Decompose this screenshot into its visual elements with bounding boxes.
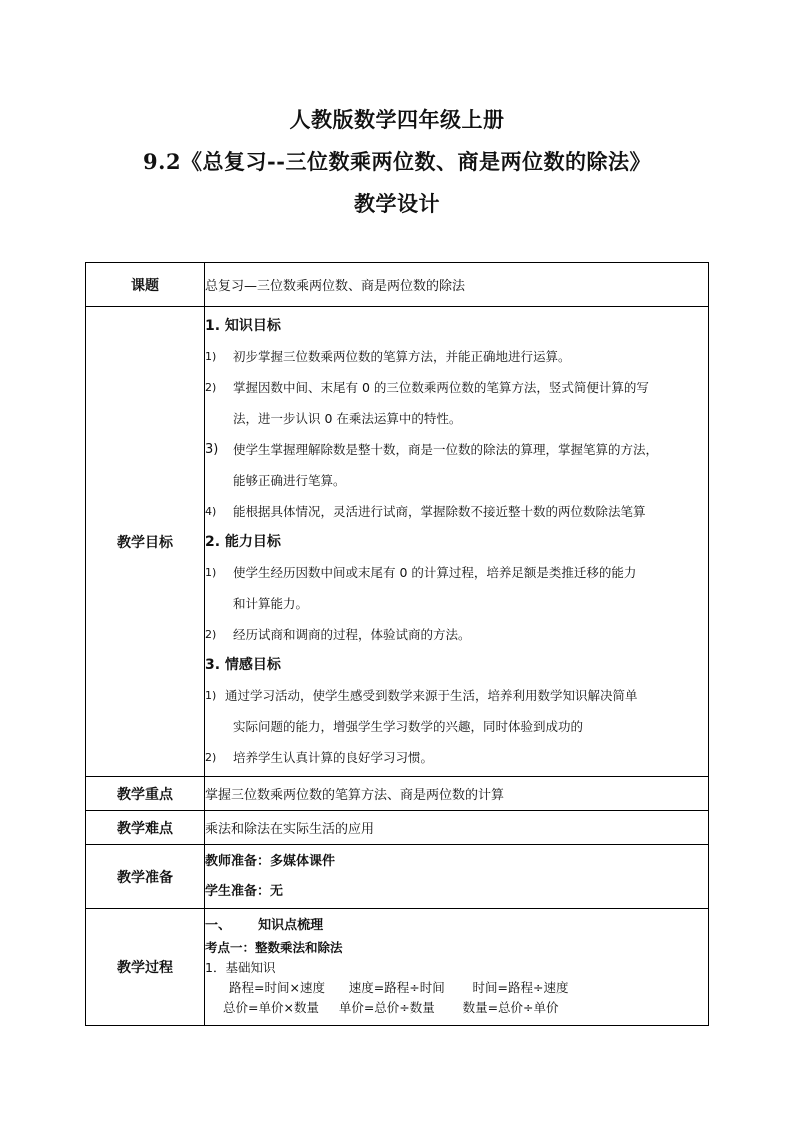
process-point-heading: 考点一：整数乘法和除法 <box>205 940 343 955</box>
emotion-heading: 3. 情感目标 <box>205 656 281 673</box>
item-text-continued: 法，进一步认识 0 在乘法运算中的特性。 <box>233 410 462 426</box>
preparation-content <box>205 845 709 909</box>
item-text-continued: 能够正确进行笔算。 <box>233 472 346 488</box>
topic-row <box>86 263 709 307</box>
key-point-row <box>86 777 709 811</box>
item-number: 1) <box>205 349 217 363</box>
goals-content <box>205 307 709 777</box>
formula-line-2: 总价=单价×数量 单价=总价÷数量 数量=总价÷单价 <box>223 1000 559 1015</box>
knowledge-item-1 <box>205 341 708 372</box>
goals-row <box>86 307 709 777</box>
knowledge-heading: 1. 知识目标 <box>205 317 281 334</box>
item-number: 1) <box>205 688 217 702</box>
item-text: 初步掌握三位数乘两位数的笔算方法，并能正确地进行运算。 <box>233 348 571 364</box>
ability-item-2 <box>205 619 708 650</box>
item-text: 使学生经历因数中间或末尾有 0 的计算过程，培养足额是类推迁移的能力 <box>233 564 637 580</box>
item-text: 经历试商和调商的过程，体验试商的方法。 <box>233 626 471 642</box>
formula-line-1: 路程=时间×速度 速度=路程÷时间 时间=路程÷速度 <box>229 980 569 995</box>
document-subtitle: 9.2《总复习--三位数乘两位数、商是两位数的除法》 <box>143 149 651 174</box>
emotion-item-2 <box>205 742 708 773</box>
item-number: 2) <box>205 750 217 764</box>
student-preparation: 学生准备：无 <box>205 883 284 899</box>
knowledge-item-3 <box>205 434 708 496</box>
ability-heading: 2. 能力目标 <box>205 533 281 550</box>
document-title: 人教版数学四年级上册 <box>289 107 505 132</box>
item-text: 掌握因数中间、末尾有 0 的三位数乘两位数的笔算方法，竖式简便计算的写 <box>233 379 649 395</box>
process-content <box>205 909 709 1026</box>
teacher-preparation: 教师准备：多媒体课件 <box>205 853 336 869</box>
item-number: 1) <box>205 565 217 579</box>
topic-value: 总复习—三位数乘两位数、商是两位数的除法 <box>205 263 709 307</box>
item-text-continued: 和计算能力。 <box>233 595 309 611</box>
item-text: 使学生掌握理解除数是整十数，商是一位数的除法的算理，掌握笔算的方法， <box>233 441 659 457</box>
item-text: 培养学生认真计算的良好学习习惯。 <box>233 749 434 765</box>
lesson-plan-table <box>85 262 709 1026</box>
process-row <box>86 909 709 1026</box>
difficulty-row <box>86 811 709 845</box>
preparation-row <box>86 845 709 909</box>
process-section-heading: 一、 知识点梳理 <box>205 918 324 933</box>
item-number: 2) <box>205 380 217 394</box>
emotion-item-1 <box>205 680 708 742</box>
item-text: 通过学习活动，使学生感受到数学来源于生活，培养利用数学知识解决简单 <box>225 687 638 703</box>
knowledge-item-2 <box>205 372 708 434</box>
key-point-value: 掌握三位数乘两位数的笔算方法、商是两位数的计算 <box>205 777 709 811</box>
goals-label: 教学目标 <box>86 307 205 777</box>
ability-item-1 <box>205 557 708 619</box>
process-subheading: 1．基础知识 <box>205 960 276 975</box>
item-text: 能根据具体情况，灵活进行试商，掌握除数不接近整十数的两位数除法笔算 <box>233 503 646 519</box>
difficulty-value: 乘法和除法在实际生活的应用 <box>205 811 709 845</box>
item-number: 4) <box>205 504 217 518</box>
item-number: 3) <box>205 441 219 457</box>
topic-label: 课题 <box>86 263 205 307</box>
document-heading: 教学设计 <box>354 191 440 216</box>
process-label: 教学过程 <box>86 909 205 1026</box>
item-number: 2) <box>205 627 217 641</box>
item-text-continued: 实际问题的能力，增强学生学习数学的兴趣，同时体验到成功的 <box>233 718 584 734</box>
key-point-label: 教学重点 <box>86 777 205 811</box>
preparation-label: 教学准备 <box>86 845 205 909</box>
knowledge-item-4 <box>205 496 708 527</box>
difficulty-label: 教学难点 <box>86 811 205 845</box>
